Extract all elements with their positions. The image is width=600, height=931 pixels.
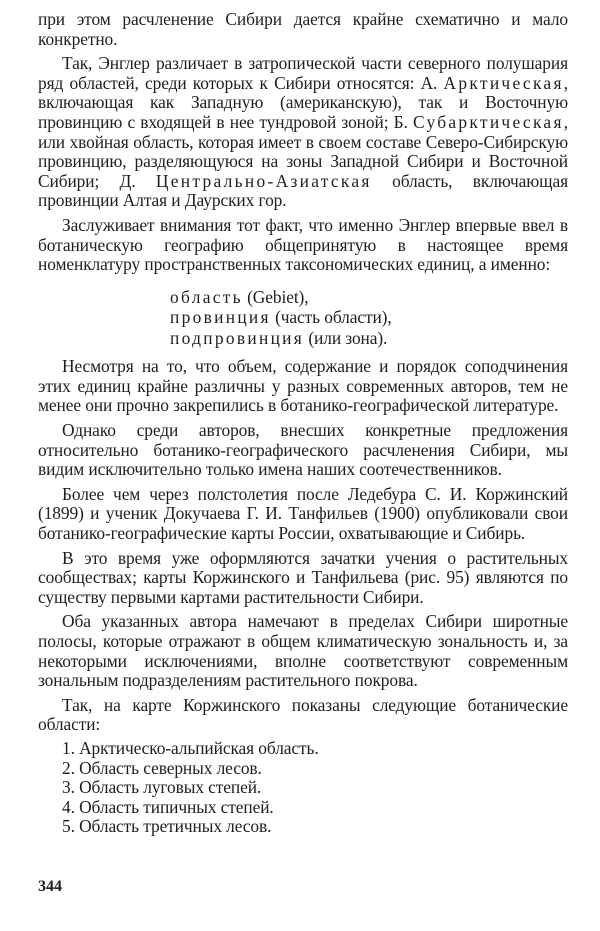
list-item: 2. Область северных лесов. [62,757,262,778]
list-item: 5. Область третичных лесов. [62,816,272,837]
paragraph-nomenclature: Заслуживает внимания тот факт, что именно Энглер впервые ввел в ботаническую географию общепринятую в настоящее время номенклатуру пространственных таксономических единиц, а именно: [38,214,568,275]
region-arctic: Арктическая [443,72,564,93]
areas-list [38,739,568,837]
term-list [170,287,568,349]
list-item: 3. Область луговых степей. [62,777,262,798]
paragraph-subordination: Несмотря на то, что объем, содержание и порядок соподчинения этих единиц крайне различны у разных современных авторов, тем не менее они прочно закрепились в ботанико-географической литературе. [38,356,568,416]
region-subarctic: Субарктическая [413,111,564,132]
region-central-asian: Центрально-Азиатская [155,170,372,191]
paragraph-communities: В это время уже оформляются зачатки учения о растительных сообществах; карты Коржинского и Танфильева (рис. 95) являются по существу первыми картами растительности Сибири. [38,547,568,607]
body-text [38,10,568,837]
paragraph-compatriots: Однако среди авторов, внесших конкретные предложения относительно ботанико-географического расчленения Сибири, мы видим исключительно только имена наших соотечественников. [38,420,568,480]
term-item: провинция (часть области), [170,307,392,328]
paragraph-maps: Более чем через полстолетия после Ледебура С. И. Коржинский (1899) и ученик Докучаева Г. И. Танфильев (1900) опубликовали свои ботанико-географические карты России, охватывающие и Сибирь. [38,483,568,543]
list-item: 1. Арктическо-альпийская область. [62,737,319,758]
paragraph-engler-regions: Так, Энглер различает в затропической части северного полушария ряд областей, среди которых к Сибири относятся: А. Арктическая, включающая как Западную (американскую), так и Восточную провинцию с входящей в нее тундровой зоной; Б. Субарктическая, или хвойная область, которая имеет в своем составе Северо-Сибирскую провинцию, разделяющуюся на зоны Западной Сибири и Восточной Сибири; Д. Центрально-Азиатская область, включающая провинции Алтая и Даурских гор. [38,53,568,211]
paragraph-korzhinsky: Так, на карте Коржинского показаны следующие ботанические области: [38,694,568,735]
list-item: 4. Область типичных степей. [62,796,274,817]
paragraph-continuation: при этом расчленение Сибири дается крайне схематично и мало конкретно. [38,9,568,49]
page-number: 344 [38,878,62,895]
term-item: область (Gebiet), [170,286,309,307]
paragraph-zones: Оба указанных автора намечают в пределах Сибири широтные полосы, которые отражают в общем климатическую зональность и, за некоторыми исключениями, вполне соответствуют современным зональным подразделениям растительного покрова. [38,611,568,691]
term-item: подпровинция (или зона). [170,327,388,348]
